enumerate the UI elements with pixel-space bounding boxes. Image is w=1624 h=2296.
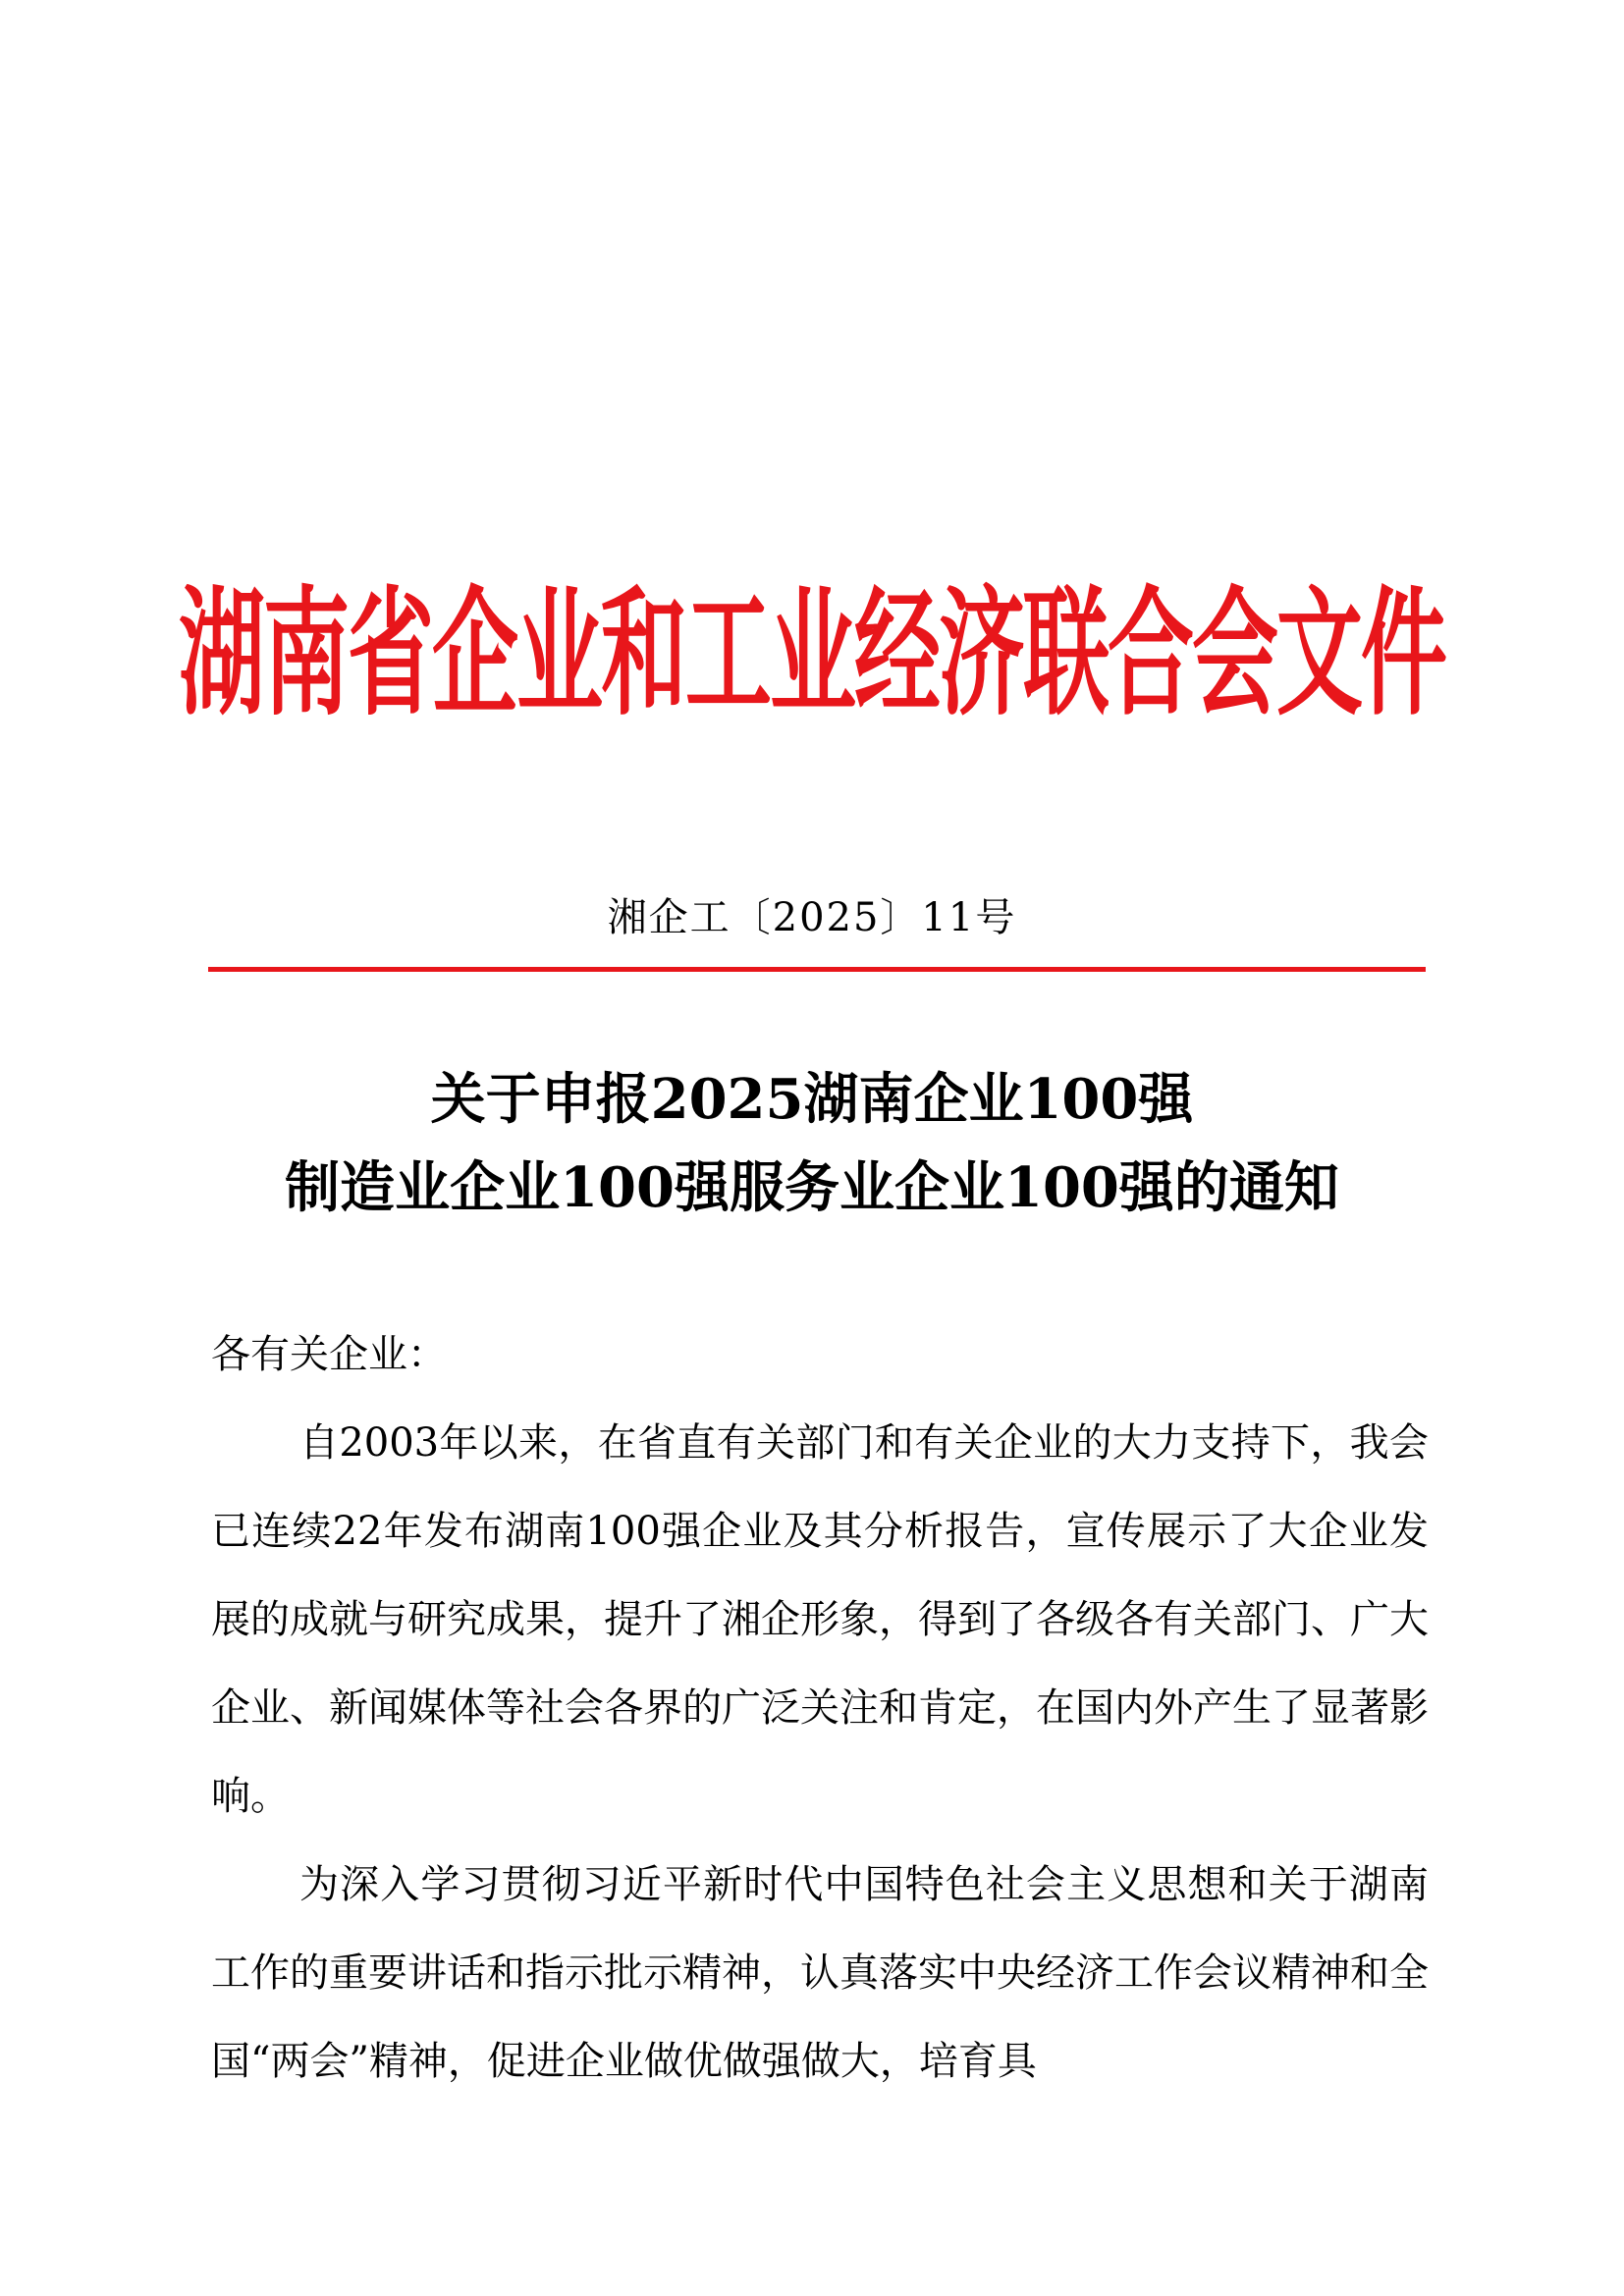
salutation: 各有关企业： [211, 1332, 447, 1377]
notice-body [211, 1310, 1429, 2106]
red-divider-line [208, 967, 1426, 972]
body-paragraph-1: 自2003年以来，在省直有关部门和有关企业的大力支持下，我会已连续22年发布湖南100强企业及其分析报告，宣传展示了大企业发展的成就与研究成果，提升了湘企形象，得到了各级各有关部门、广大企业、新闻媒体等社会各界的广泛关注和肯定，在国内外产生了显著影响。 [211, 1420, 1429, 1819]
notice-title-line-2: 制造业企业100强服务业企业100强的通知 [285, 1155, 1339, 1220]
document-number: 湘企工〔2025〕11号 [607, 895, 1017, 940]
masthead-title: 湖南省企业和工业经济联合会文件 [178, 570, 1445, 735]
body-paragraph-2: 为深入学习贯彻习近平新时代中国特色社会主义思想和关于湖南工作的重要讲话和指示批示精神，认真落实中央经济工作会议精神和全国“两会”精神，促进企业做优做强做大，培育具 [211, 1862, 1429, 2084]
notice-title-line-1: 关于申报2025湖南企业100强 [430, 1067, 1194, 1132]
notice-title [0, 1055, 1624, 1232]
